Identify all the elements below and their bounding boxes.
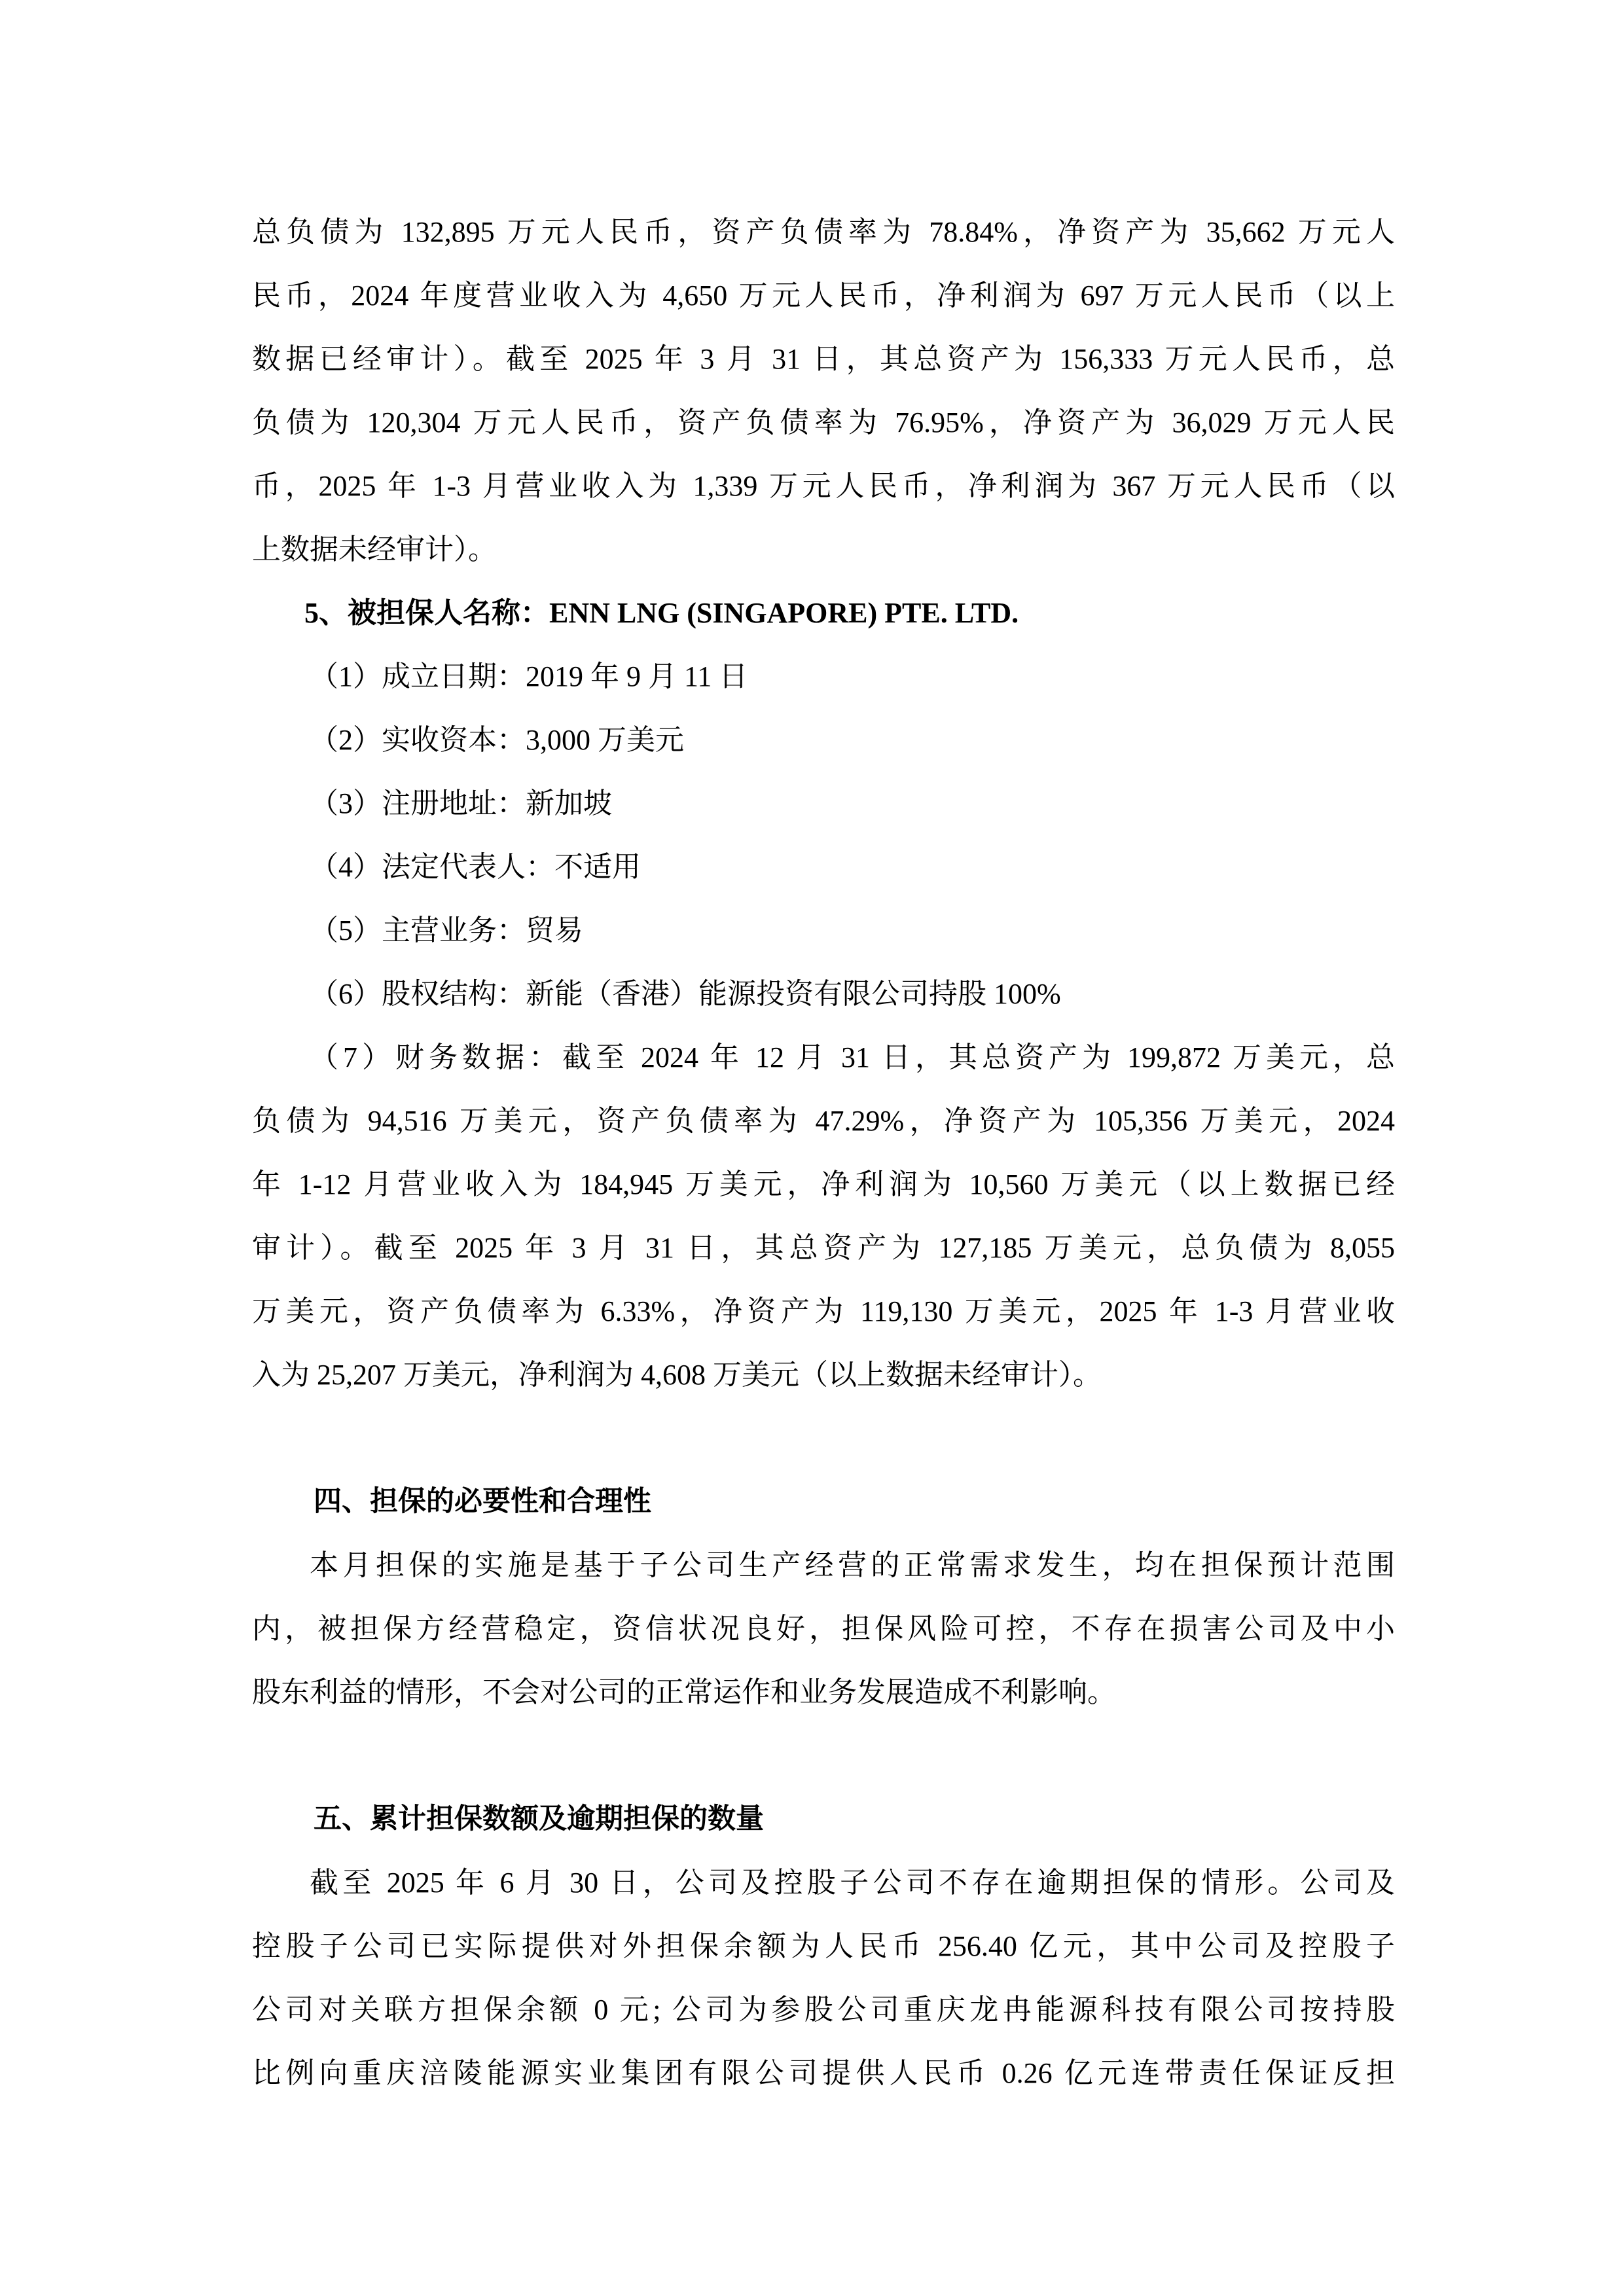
document-body xyxy=(252,200,1395,2105)
paragraph-line: 万美元，资产负债率为 6.33%，净资产为 119,130 万美元，2025 年 1-3 月营业收 xyxy=(252,1295,1395,1327)
paragraph-line: 数据已经审计）。截至 2025 年 3 月 31 日，其总资产为 156,333 万元人民币，总 xyxy=(252,343,1395,375)
paragraph-line: 上数据未经审计）。 xyxy=(252,533,497,565)
paragraph-line: 截至 2025 年 6 月 30 日，公司及控股子公司不存在逾期担保的情形。公司及 xyxy=(310,1867,1395,1899)
paragraph-line: 年 1-12 月营业收入为 184,945 万美元，净利润为 10,560 万美元（以上数据已经 xyxy=(252,1168,1395,1200)
paragraph-line: 控股子公司已实际提供对外担保余额为人民币 256.40 亿元，其中公司及控股子 xyxy=(252,1930,1395,1962)
section-heading: 四、担保的必要性和合理性 xyxy=(314,1486,651,1517)
section-heading: 五、累计担保数额及逾期担保的数量 xyxy=(314,1803,764,1835)
blank-line xyxy=(252,1724,1395,1787)
subheading: 5、被担保人名称：ENN LNG (SINGAPORE) PTE. LTD. xyxy=(304,597,1019,629)
paragraph-line: 内，被担保方经营稳定，资信状况良好，担保风险可控，不存在损害公司及中小 xyxy=(252,1613,1395,1645)
paragraph-line: 币，2025 年 1-3 月营业收入为 1,339 万元人民币，净利润为 367 万元人民币（以 xyxy=(252,470,1395,502)
list-item: （3）注册地址：新加坡 xyxy=(310,787,612,819)
paragraph-line: 负债为 94,516 万美元，资产负债率为 47.29%，净资产为 105,356 万美元，2024 xyxy=(252,1105,1395,1137)
list-item: （6）股权结构：新能（香港）能源投资有限公司持股 100% xyxy=(310,978,1061,1010)
paragraph-line: （7）财务数据：截至 2024 年 12 月 31 日，其总资产为 199,872 万美元，总 xyxy=(310,1041,1395,1073)
paragraph-line: 审计）。截至 2025 年 3 月 31 日，其总资产为 127,185 万美元，总负债为 8,055 xyxy=(252,1232,1395,1264)
paragraph-line: 总负债为 132,895 万元人民币，资产负债率为 78.84%，净资产为 35,662 万元人 xyxy=(252,216,1395,248)
blank-line xyxy=(252,1407,1395,1470)
list-item: （4）法定代表人：不适用 xyxy=(310,851,641,883)
paragraph-line: 入为 25,207 万美元，净利润为 4,608 万美元（以上数据未经审计）。 xyxy=(252,1359,1102,1391)
paragraph-line: 公司对关联方担保余额 0 元; 公司为参股公司重庆龙冉能源科技有限公司按持股 xyxy=(252,1994,1395,2026)
list-item: （2）实收资本：3,000 万美元 xyxy=(310,724,684,756)
paragraph-line: 股东利益的情形，不会对公司的正常运作和业务发展造成不利影响。 xyxy=(252,1676,1116,1708)
paragraph-line: 本月担保的实施是基于子公司生产经营的正常需求发生，均在担保预计范围 xyxy=(310,1549,1395,1581)
paragraph-line: 负债为 120,304 万元人民币，资产负债率为 76.95%，净资产为 36,029 万元人民 xyxy=(252,406,1395,439)
paragraph-line: 比例向重庆涪陵能源实业集团有限公司提供人民币 0.26 亿元连带责任保证反担 xyxy=(252,2057,1395,2089)
list-item: （1）成立日期：2019 年 9 月 11 日 xyxy=(310,660,748,692)
list-item: （5）主营业务：贸易 xyxy=(310,914,583,946)
paragraph-line: 民币，2024 年度营业收入为 4,650 万元人民币，净利润为 697 万元人民币（以上 xyxy=(252,279,1395,312)
